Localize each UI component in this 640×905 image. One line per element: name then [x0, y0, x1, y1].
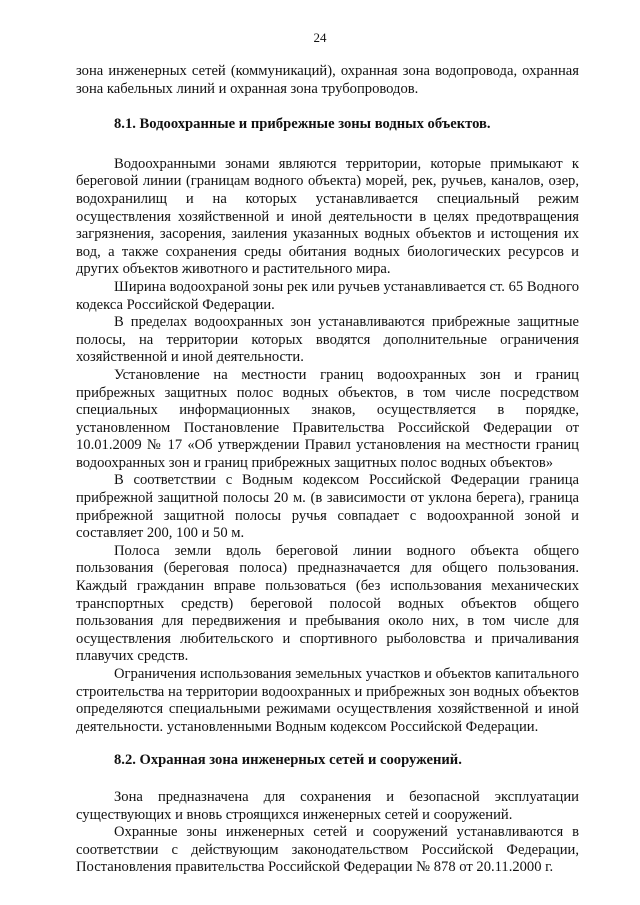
section-1-paragraph-5: В соответствии с Водным кодексом Российской Федерации граница прибрежной защитной полосы 20 м. (в зависимости от уклона берега), граница прибрежной защитной полосы ручья совпадает с водоохранной зоной и составляет 200, 100 и 50 м. [76, 472, 579, 542]
section-heading-8-2: 8.2. Охранная зона инженерных сетей и сооружений. [114, 752, 462, 769]
section-heading-8-1: 8.1. Водоохранные и прибрежные зоны водных объектов. [114, 116, 491, 133]
section-1-paragraph-1: Водоохранными зонами являются территории, которые примыкают к береговой линии (границам водного объекта) морей, рек, ручьев, каналов, озер, водохранилищ и на которых устанавливается специальный режим осуществления хозяйственной и иной деятельности в целях предотвращения загрязнения, засорения, заиления указанных водных объектов и истощения их вод, а также сохранения среды обитания водных биологических ресурсов и других объектов животного и растительного мира. [76, 155, 579, 278]
section-1-paragraph-3: В пределах водоохранных зон устанавливаются прибрежные защитные полосы, на территории которых вводятся дополнительные ограничения хозяйственной и иной деятельности. [76, 314, 579, 366]
section-1-paragraph-4: Установление на местности границ водоохранных зон и границ прибрежных защитных полос водных объектов, в том числе посредством специальных информационных знаков, осуществляется в порядке, установленном Постановление Правительства Российской Федерации от 10.01.2009 № 17 «Об утверждении Правил установления на местности границ водоохранных зон и границ прибрежных защитных полос водных объектов» [76, 366, 579, 471]
section-1-paragraph-6: Полоса земли вдоль береговой линии водного объекта общего пользования (береговая полоса) предназначается для общего пользования. Каждый гражданин вправе пользоваться (без использования механических транспортных средств) береговой полосой водных объектов общего пользования для передвижения и пребывания около них, в том числе для осуществления любительского и спортивного рыболовства и причаливания плавучих средств. [76, 542, 579, 665]
section-2-paragraph-1: Зона предназначена для сохранения и безопасной эксплуатации существующих и вновь строящихся инженерных сетей и сооружений. [76, 788, 579, 823]
section-2-paragraph-2: Охранные зоны инженерных сетей и сооружений устанавливаются в соответствии с действующим законодательством Российской Федерации, Постановления правительства Российской Федерации № 878 от 20.11.2000 г. [76, 824, 579, 876]
document-body [76, 63, 579, 877]
section-1-paragraph-7: Ограничения использования земельных участков и объектов капитального строительства на территории водоохранных и прибрежных зон водных объектов определяются специальными режимами осуществления хозяйственной и иной деятельности. установленными Водным кодексом Российской Федерации. [76, 666, 579, 735]
page-number: 24 [313, 30, 327, 45]
intro-paragraph: зона инженерных сетей (коммуникаций), охранная зона водопровода, охранная зона кабельных линий и охранная зона трубопроводов. [76, 63, 579, 97]
section-1-paragraph-2: Ширина водоохраной зоны рек или ручьев устанавливается ст. 65 Водного кодекса Российской Федерации. [76, 278, 579, 313]
